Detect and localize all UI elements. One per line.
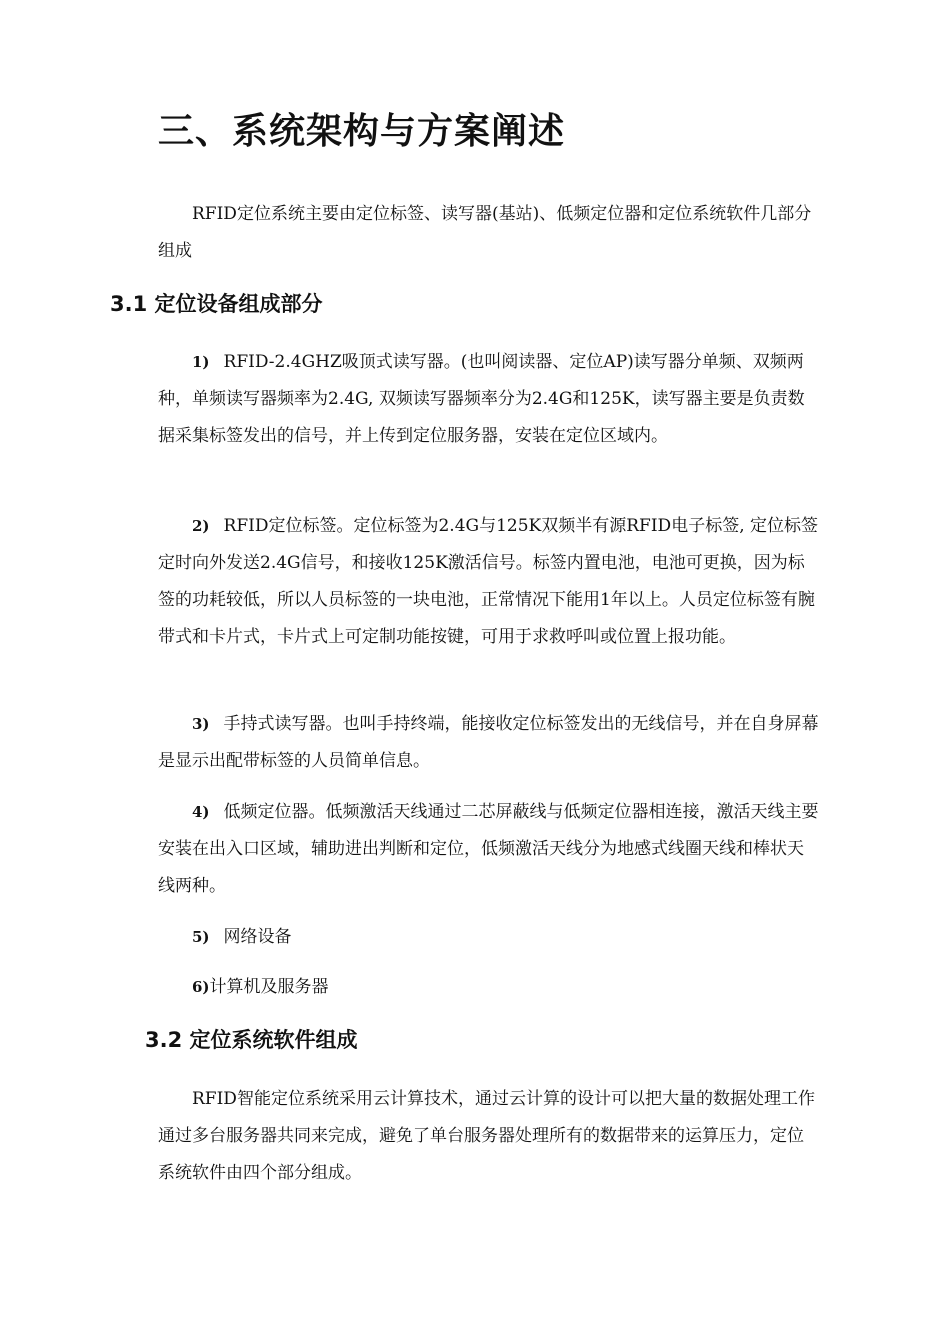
list-item-text: 计算机及服务器 — [209, 977, 329, 997]
list-item-text: RFID定位标签。定位标签为2.4G与125K双频半有源RFID电子标签, 定位标签定时向外发送2.4G信号，和接收125K激活信号。标签内置电池，电池可更换，因为标签的功耗较低，所以人员标签的一块电池，正常情况下能用1年以上。人员定位标签有腕带式和卡片式，卡片式上可定制功能按键，可用于求救呼叫或位置上报功能。 — [158, 516, 818, 647]
list-item-text: 低频定位器。低频激活天线通过二芯屏蔽线与低频定位器相连接，激活天线主要安装在出入口区域，辅助进出判断和定位，低频激活天线分为地感式线圈天线和棒状天线两种。 — [158, 802, 819, 896]
section-heading-3-1: 3.1 定位设备组成部分 — [110, 292, 323, 316]
list-item-6 — [158, 969, 329, 1006]
list-item-3 — [158, 706, 820, 780]
list-number: 4) — [192, 803, 210, 821]
list-number: 2) — [192, 517, 210, 535]
list-item-2 — [158, 508, 820, 656]
list-item-5 — [158, 919, 292, 956]
section-heading-3-2: 3.2 定位系统软件组成 — [145, 1028, 358, 1052]
list-number: 5) — [192, 928, 210, 946]
list-number: 1) — [192, 353, 210, 371]
list-item-4 — [158, 794, 820, 905]
list-number: 6) — [192, 978, 210, 996]
section2-paragraph: RFID智能定位系统采用云计算技术，通过云计算的设计可以把大量的数据处理工作通过多台服务器共同来完成，避免了单台服务器处理所有的数据带来的运算压力，定位系统软件由四个部分组成。 — [158, 1089, 815, 1183]
list-item-1 — [158, 344, 820, 455]
list-item-text: RFID-2.4GHZ吸顶式读写器。(也叫阅读器、定位AP)读写器分单频、双频两种，单频读写器频率为2.4G, 双频读写器频率分为2.4G和125K，读写器主要是负责数据采集标签发出的信号，并上传到定位服务器，安装在定位区域内。 — [158, 352, 805, 446]
list-item-text: 手持式读写器。也叫手持终端，能接收定位标签发出的无线信号，并在自身屏幕是显示出配带标签的人员简单信息。 — [158, 714, 819, 771]
intro-paragraph: RFID定位系统主要由定位标签、读写器(基站)、低频定位器和定位系统软件几部分组成 — [158, 204, 812, 261]
list-number: 3) — [192, 715, 210, 733]
list-item-text: 网络设备 — [223, 927, 292, 947]
page-title: 三、系统架构与方案阐述 — [158, 111, 566, 152]
